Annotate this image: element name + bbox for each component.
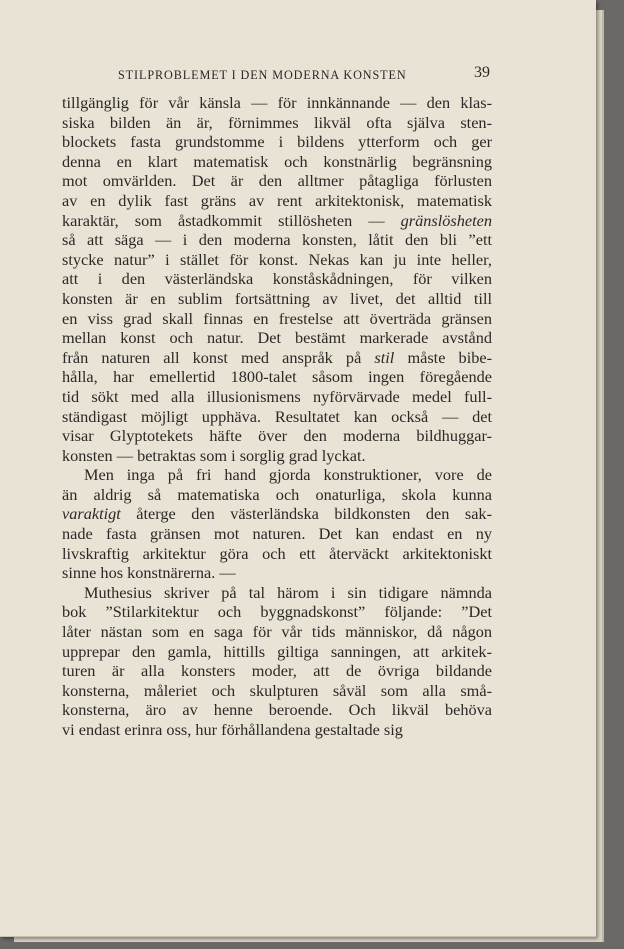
text-segment: konsterna, måleriet och skulpturen såväl som alla små-	[62, 680, 492, 700]
text-segment: ständigast möjligt upphäva. Resultatet kan också — det	[62, 406, 492, 426]
text-line	[62, 289, 492, 309]
text-segment: att i den västerländska konståskådningen, för vilken	[62, 269, 492, 289]
text-line	[62, 720, 492, 740]
text-line	[62, 426, 492, 446]
text-segment: av en dylik fast gräns av rent arkitektonisk, matematisk	[62, 190, 492, 210]
text-line	[62, 465, 492, 485]
text-line	[62, 387, 492, 407]
text-line	[62, 583, 492, 603]
text-line	[62, 661, 492, 681]
text-segment: turen är alla konsters moder, att de övriga bildande	[62, 661, 492, 681]
text-line	[62, 602, 492, 622]
text-segment: stycke natur” i stället för konst. Nekas kan ju inte heller,	[62, 249, 492, 269]
paragraph	[62, 465, 492, 583]
text-line	[62, 622, 492, 642]
text-segment: än aldrig så matematiska och onaturliga, skola kunna	[62, 484, 492, 504]
paragraph	[62, 93, 492, 465]
text-segment: livskraftig arkitektur göra och ett återväckt arkitektoniskt	[62, 543, 492, 563]
running-title: STILPROBLEMET I DEN MODERNA KONSTEN	[118, 68, 407, 82]
text-line	[62, 446, 492, 466]
text-segment: måste bibe-	[394, 347, 492, 367]
text-line	[62, 328, 492, 348]
text-segment: Men inga på fri hand gjorda konstruktioner, vore de	[84, 465, 492, 485]
text-line	[62, 171, 492, 191]
text-line	[62, 348, 492, 368]
text-segment: vi endast erinra oss, hur förhållandena gestaltade sig	[62, 720, 403, 739]
text-line	[62, 504, 492, 524]
text-segment: konsterna, äro av henne beroende. Och likväl behöva	[62, 700, 492, 720]
text-line	[62, 700, 492, 720]
page-header	[118, 64, 490, 88]
text-line	[62, 93, 492, 113]
body-text	[62, 93, 492, 740]
text-segment: siska bilden än är, förnimmes likväl ofta själva sten-	[62, 112, 492, 132]
page-number: 39	[474, 64, 490, 81]
text-segment: Muthesius skriver på tal härom i sin tidigare nämnda	[84, 582, 492, 602]
text-segment: visar Glyptotekets häfte över den moderna bildhuggar-	[62, 426, 492, 446]
text-line	[62, 681, 492, 701]
text-line	[62, 407, 492, 427]
text-line	[62, 230, 492, 250]
text-line	[62, 152, 492, 172]
text-segment: låter nästan som en saga för vår tids människor, då någon	[62, 622, 492, 642]
text-segment: tid sökt med alla illusionismens nyförvärvade medel full-	[62, 386, 492, 406]
italic-text: stil	[374, 347, 395, 367]
text-line	[62, 485, 492, 505]
italic-text: gränslösheten	[400, 210, 492, 230]
text-segment: en viss grad skall finnas en frestelse att överträda gränsen	[62, 308, 492, 328]
text-segment: återge den västerländska bildkonsten den sak-	[120, 504, 492, 524]
text-segment: nade fasta gränsen mot naturen. Det kan endast en ny	[62, 524, 492, 544]
text-line	[62, 132, 492, 152]
text-segment: upprepar den gamla, hittills giltiga sanningen, att arkitek-	[62, 641, 492, 661]
text-line	[62, 367, 492, 387]
text-line	[62, 309, 492, 329]
text-line	[62, 524, 492, 544]
text-segment: konsten är en sublim fortsättning av livet, det alltid till	[62, 288, 492, 308]
text-segment: blockets fasta grundstomme i bildens ytterform och ger	[62, 132, 492, 152]
text-segment: denna en klart matematisk och konstnärlig begränsning	[62, 151, 492, 171]
text-segment: konsten — betraktas som i sorglig grad lyckat.	[62, 445, 366, 465]
text-segment: sinne hos konstnärerna. —	[62, 563, 236, 583]
text-segment: mot omvärlden. Det är den alltmer påtagliga förlusten	[62, 171, 492, 191]
text-line	[62, 113, 492, 133]
text-line	[62, 250, 492, 270]
text-line	[62, 544, 492, 564]
text-line	[62, 191, 492, 211]
text-segment: bok ”Stilarkitektur och byggnadskonst” följande: ”Det	[62, 602, 492, 622]
text-line	[62, 563, 492, 583]
text-segment: från naturen all konst med anspråk på	[62, 347, 375, 367]
text-segment: hålla, har emellertid 1800-talet såsom ingen föregående	[62, 367, 492, 387]
text-line	[62, 269, 492, 289]
text-segment: mellan konst och natur. Det bestämt markerade avstånd	[62, 328, 492, 348]
italic-text: varaktigt	[62, 504, 121, 524]
text-segment: så att säga — i den moderna konsten, låtit den bli ”ett	[62, 230, 492, 250]
text-line	[62, 211, 492, 231]
text-segment: karaktär, som åstadkommit stillösheten —	[62, 210, 401, 230]
text-line	[62, 642, 492, 662]
text-segment: tillgänglig för vår känsla — för innkännande — den klas-	[62, 93, 492, 112]
paragraph	[62, 583, 492, 740]
